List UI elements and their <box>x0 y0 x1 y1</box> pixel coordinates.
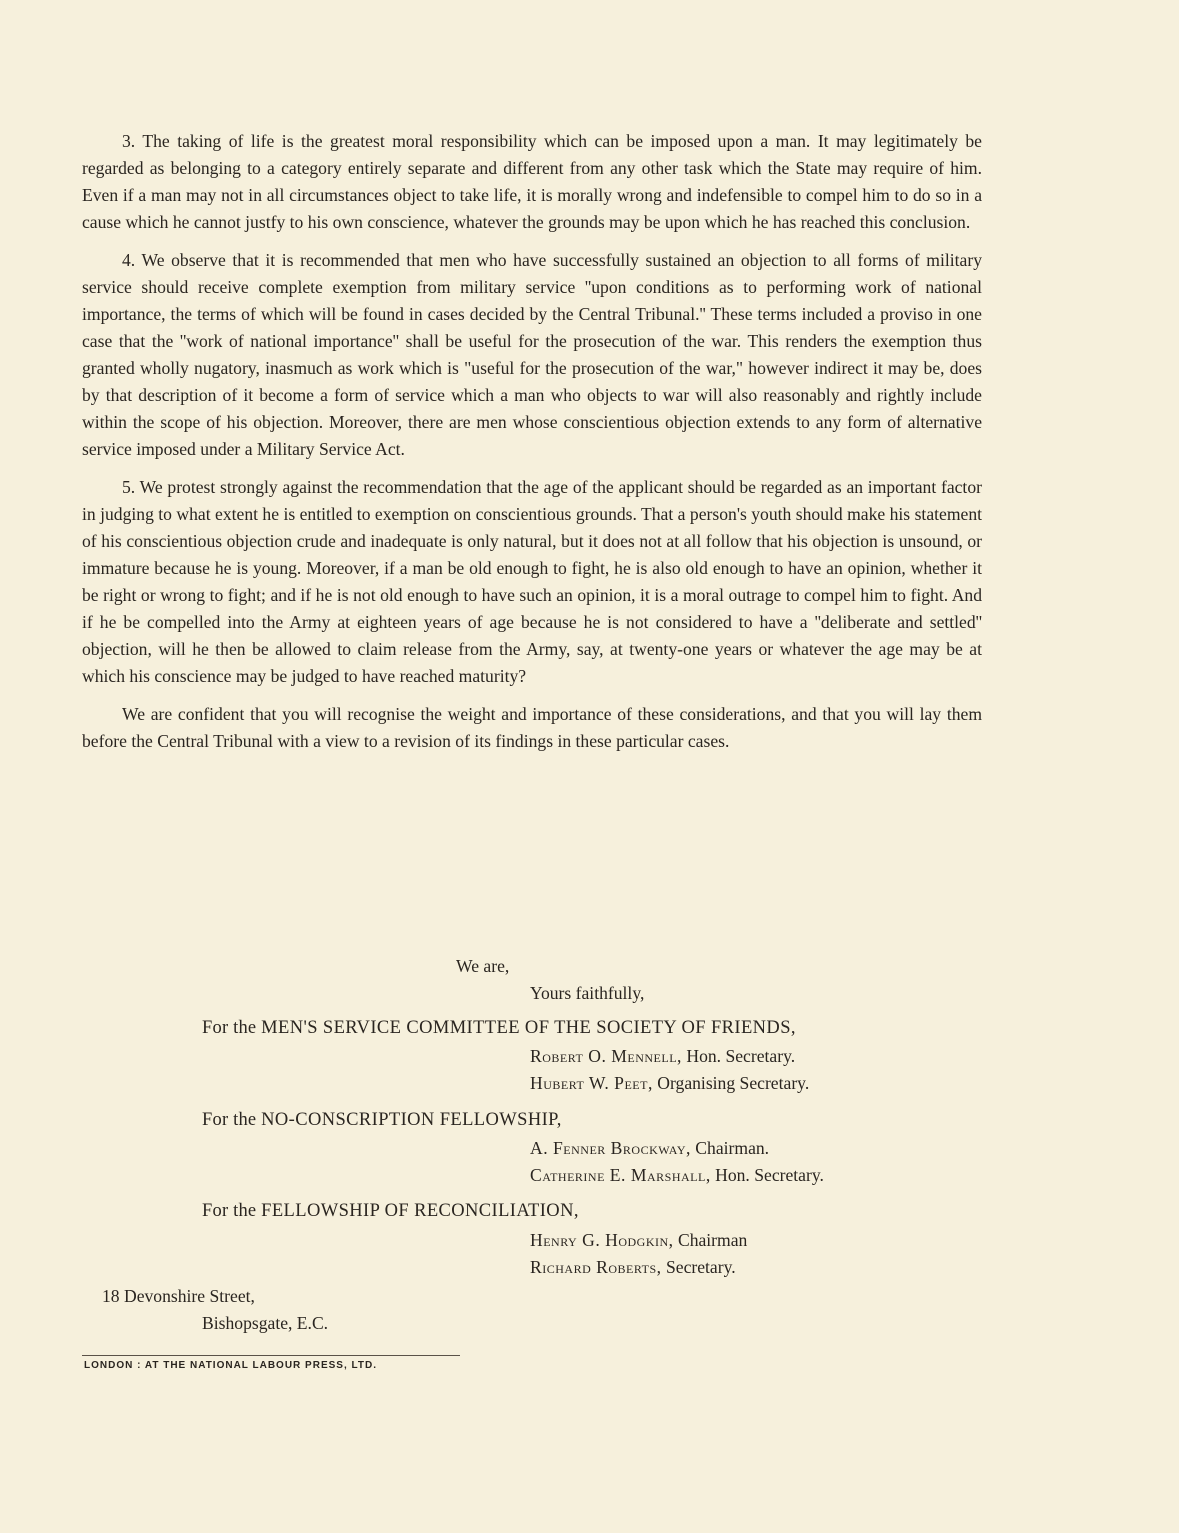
letter-body <box>82 128 982 755</box>
paragraph-text: The taking of life is the greatest moral responsibility which can be imposed upon a man. It may legitimately be regarded as belonging to a category entirely separate and different from any other task which the State may require of him. Even if a man may not in all circumstances object to take life, it is morally wrong and indefensible to compel him to do so in a cause which he cannot justfy to his own conscience, whatever the grounds may be upon which he has reached this conclusion. <box>82 131 982 232</box>
paragraph-text: We protest strongly against the recommendation that the age of the applicant should be regarded as an important factor in judging to what extent he is entitled to exemption on conscientious grounds. That a person's youth should make his statement of his conscientious objection crude and inadequate is only natural, but it does not at all follow that his objection is unsound, or immature because he is young. Moreover, if a man be old enough to fight, he is also old enough to have an opinion, whether it be right or wrong to fight; and if he is not old enough to have such an opinion, it is a moral outrage to compel him to fight. And if he be compelled into the Army at eighteen years of age because he is not considered to have a ''deliberate and settled'' objection, will he then be allowed to claim release from the Army, say, at twenty-one years or whatever the age may be at which his conscience may be judged to have reached maturity? <box>82 477 982 686</box>
valediction: Yours faithfully, <box>530 983 645 1003</box>
signer-line <box>530 1138 769 1159</box>
paragraph-number: 4. <box>122 250 136 270</box>
signer-line <box>530 1165 824 1186</box>
signer-title: Chairman <box>677 1230 748 1250</box>
signer-title: Chairman. <box>695 1138 770 1158</box>
signer-name: Robert O. Mennell, <box>530 1046 682 1066</box>
paragraph-3 <box>82 128 982 236</box>
signer-line <box>530 1046 795 1067</box>
signer-title: Hon. Secretary. <box>715 1165 824 1185</box>
org-prefix: For the <box>202 1018 257 1038</box>
signer-line <box>530 1230 747 1251</box>
signer-name: Hubert W. Peet, <box>530 1073 653 1093</box>
org-line-friends <box>202 1018 796 1039</box>
signer-line <box>530 1073 809 1094</box>
paragraph-5 <box>82 474 982 690</box>
signer-name: Richard Roberts, <box>530 1257 662 1277</box>
address-line-2: Bishopsgate, E.C. <box>202 1313 329 1333</box>
paragraph-4 <box>82 247 982 463</box>
signer-title: Hon. Secretary. <box>686 1046 796 1066</box>
paragraph-number: 3. <box>122 131 136 151</box>
signer-title: Secretary. <box>665 1257 736 1277</box>
signer-name: Henry G. Hodgkin, <box>530 1230 674 1250</box>
salutation: We are, <box>456 956 510 976</box>
paragraph-number: 5. <box>122 477 136 497</box>
org-prefix: For the <box>202 1110 257 1130</box>
printer-imprint: LONDON : AT THE NATIONAL LABOUR PRESS, LTD. <box>84 1360 377 1371</box>
address-line-1: 18 Devonshire Street, <box>102 1286 255 1306</box>
signer-name: Catherine E. Marshall, <box>530 1165 711 1185</box>
org-prefix: For the <box>202 1201 257 1221</box>
signer-title: Organising Secretary. <box>657 1073 810 1093</box>
org-line-for <box>202 1201 579 1222</box>
org-name: MEN'S SERVICE COMMITTEE OF THE SOCIETY OF FRIENDS, <box>261 1018 796 1038</box>
org-name: NO-CONSCRIPTION FELLOWSHIP, <box>261 1110 562 1130</box>
org-line-ncf <box>202 1110 562 1131</box>
org-name: FELLOWSHIP OF RECONCILIATION, <box>261 1201 579 1221</box>
signer-name: A. Fenner Brockway, <box>530 1138 691 1158</box>
closing-paragraph: We are confident that you will recognise the weight and importance of these considerations, and that you will lay them before the Central Tribunal with a view to a revision of its findings in these particular cases. <box>82 704 982 751</box>
footer-divider <box>82 1355 460 1356</box>
paragraph-text: We observe that it is recommended that men who have successfully sustained an objection to all forms of military service should receive complete exemption from military service ''upon conditions as to performing work of national importance, the terms of which will be found in cases decided by the Central Tribunal.'' These terms included a proviso in one case that the ''work of national importance'' shall be useful for the prosecution of the war. This renders the exemption thus granted wholly nugatory, inasmuch as work which is "useful for the prosecution of the war," however indirect it may be, does by that description of it become a form of service which a man who objects to war will also reasonably and rightly include within the scope of his objection. Moreover, there are men whose conscientious objection extends to any form of alternative service imposed under a Military Service Act. <box>82 250 982 459</box>
signer-line <box>530 1257 736 1278</box>
